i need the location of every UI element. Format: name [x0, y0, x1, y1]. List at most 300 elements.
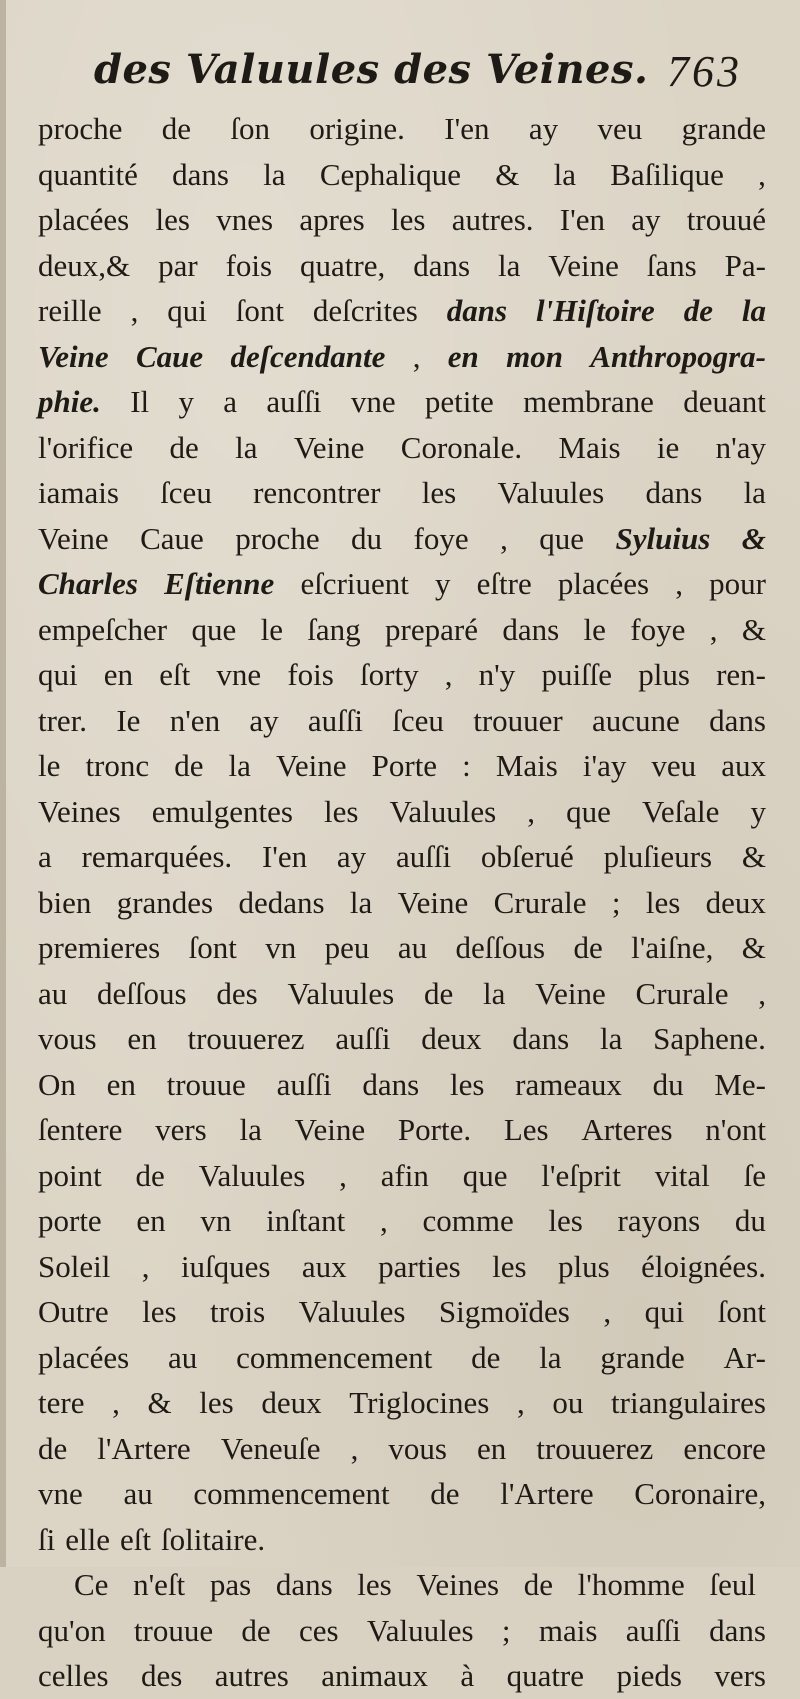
word: Veine	[293, 429, 365, 465]
word: rencontrer	[253, 475, 381, 510]
word: pieds	[616, 1658, 682, 1693]
word: i'ay	[582, 748, 627, 783]
word: n'ay	[715, 429, 766, 465]
word: éloignées.	[641, 1248, 766, 1284]
word: au	[168, 1339, 198, 1375]
word: tronc	[85, 748, 150, 783]
word: Ie	[116, 702, 141, 738]
word: comme	[422, 1203, 514, 1238]
word: auſſi	[335, 1021, 391, 1056]
italic-word: Veine	[38, 338, 109, 374]
word: iuſques	[180, 1248, 271, 1284]
word: ſang	[307, 611, 361, 647]
text-line	[38, 1289, 766, 1335]
word: la	[483, 975, 506, 1011]
word: ,	[516, 1385, 525, 1420]
word: Porte.	[397, 1112, 472, 1147]
word: vnes	[216, 202, 274, 237]
text-line	[38, 1107, 766, 1153]
word: dans	[709, 1612, 766, 1648]
word: trouuerez	[536, 1430, 654, 1466]
word: les	[548, 1203, 583, 1238]
word: tere	[38, 1385, 85, 1420]
word: dans	[645, 475, 703, 510]
word: ſon	[230, 111, 270, 146]
word: la	[239, 1112, 262, 1147]
word: de	[38, 1430, 68, 1466]
word: ,	[339, 1157, 347, 1193]
word: grandes	[116, 884, 214, 920]
word: Valuules	[287, 975, 395, 1011]
word: Coronale.	[400, 429, 523, 465]
word: l'aiſne,	[631, 930, 714, 965]
word: grande	[600, 1339, 685, 1375]
word: les	[421, 475, 457, 510]
word: dans	[413, 247, 471, 283]
word: ay	[528, 111, 559, 146]
word: dans	[275, 1567, 333, 1602]
word: n'ont	[705, 1112, 766, 1147]
word: de	[523, 1567, 553, 1602]
word: veu	[651, 748, 697, 783]
word: qu'on	[38, 1612, 106, 1648]
text-line	[38, 470, 766, 516]
word: Valuules	[389, 793, 497, 829]
word: quatre	[506, 1658, 585, 1693]
word: Veine	[548, 247, 619, 283]
word: pluſieurs	[603, 839, 713, 874]
word: aucune	[592, 702, 680, 738]
word: l'homme	[577, 1567, 685, 1602]
italic-word: Syluius	[615, 520, 711, 556]
word: Porte	[371, 748, 438, 783]
word: rameaux	[515, 1066, 622, 1102]
word: dans	[502, 611, 560, 647]
text-line	[38, 152, 766, 198]
word: la	[263, 156, 286, 192]
word: auſſi	[625, 1612, 681, 1648]
italic-word: en	[447, 338, 479, 374]
word: la	[349, 884, 373, 920]
word: vers	[714, 1658, 766, 1693]
word: le	[260, 611, 283, 647]
word: Veine	[397, 884, 469, 920]
word: point	[38, 1157, 102, 1193]
word: deux	[705, 884, 766, 920]
word: deux	[421, 1021, 482, 1056]
page-header	[94, 46, 742, 106]
word: du	[652, 1066, 684, 1102]
word: deſſous	[97, 975, 187, 1011]
word: deux	[261, 1385, 322, 1420]
text-line	[38, 1653, 766, 1699]
word: triangulaires	[611, 1385, 766, 1420]
word: vne	[216, 657, 262, 692]
italic-word: de	[683, 293, 713, 328]
word: ſorty	[360, 657, 419, 692]
word: veu	[597, 111, 643, 146]
word: les	[155, 202, 190, 237]
word: vous	[38, 1021, 97, 1056]
italic-word: Caue	[135, 338, 204, 374]
page-number: 763	[667, 47, 742, 96]
word: qui	[38, 657, 78, 692]
word: l'Artere	[97, 1430, 191, 1466]
italic-word: dans	[446, 293, 508, 328]
word: Arteres	[581, 1112, 673, 1147]
word: deuant	[683, 384, 766, 419]
word: ren-	[716, 657, 766, 692]
word: la	[599, 1021, 623, 1056]
word: des	[141, 1658, 183, 1693]
word: de	[471, 1339, 501, 1375]
word: placées	[38, 202, 130, 237]
word: quantité	[38, 156, 138, 192]
body-text	[38, 106, 766, 1699]
text-line	[38, 971, 766, 1017]
word: que	[539, 520, 585, 556]
italic-word: phie.	[38, 384, 101, 419]
word: ay	[336, 839, 367, 874]
word: auſſi	[395, 839, 452, 874]
word: dans	[172, 156, 229, 192]
word: ;	[611, 884, 621, 920]
word: Coronaire,	[634, 1476, 766, 1511]
word: le	[583, 611, 606, 647]
word: inſtant	[266, 1203, 346, 1238]
word: Pa-	[724, 247, 766, 283]
word: les	[449, 1066, 485, 1102]
text-line	[38, 880, 766, 926]
word: aux	[301, 1248, 347, 1284]
word: trer.	[38, 702, 88, 738]
word: Valuules	[366, 1612, 474, 1648]
word: vital	[654, 1157, 710, 1193]
word: Veneuſe	[220, 1430, 321, 1466]
word: vne	[350, 384, 396, 419]
word: dans	[709, 702, 766, 738]
word: proche	[38, 111, 123, 146]
word: Triglocines	[349, 1385, 490, 1420]
word: autres.	[451, 202, 534, 237]
word: la	[228, 748, 251, 783]
word: par	[158, 247, 198, 283]
word: ,	[130, 293, 139, 328]
word: ou	[552, 1385, 584, 1420]
text-line	[38, 1608, 766, 1654]
italic-word: Charles	[38, 566, 138, 601]
text-line	[38, 243, 766, 289]
word: a	[223, 384, 238, 419]
word: eſt	[159, 657, 191, 692]
text-line	[38, 1426, 766, 1472]
word: Saphene.	[653, 1021, 766, 1056]
text-line	[38, 607, 766, 653]
word: ſont	[235, 293, 284, 328]
word: trouuer	[473, 702, 563, 738]
word: foye	[413, 520, 469, 556]
word: autres	[214, 1658, 289, 1693]
word: de	[169, 429, 199, 465]
text-line	[38, 1335, 766, 1381]
word: de	[423, 975, 454, 1011]
word: trouuerez	[187, 1021, 305, 1056]
word: Veine	[38, 520, 109, 556]
word: au	[38, 975, 68, 1011]
word: vers	[155, 1112, 207, 1147]
word: des	[216, 975, 258, 1011]
text-line	[38, 1517, 766, 1563]
word: à	[460, 1658, 475, 1693]
word: eſtre	[476, 566, 532, 601]
word: eſcriuent	[300, 566, 409, 601]
word: qui	[644, 1294, 685, 1329]
text-line	[38, 698, 766, 744]
word: la	[553, 156, 576, 192]
text-line	[38, 789, 766, 835]
word: Veines	[416, 1567, 500, 1602]
word: Mais	[558, 429, 621, 465]
word: Mais	[495, 748, 558, 783]
word: auſſi	[266, 384, 322, 419]
word: l'orifice	[38, 429, 134, 465]
word: On	[38, 1066, 76, 1102]
word: ſolitaire.	[160, 1521, 266, 1557]
word: de	[573, 930, 603, 965]
text-line	[38, 1016, 766, 1062]
word: les	[357, 1567, 392, 1602]
word: ,	[603, 1294, 612, 1329]
word: fois	[225, 247, 273, 283]
text-line	[38, 425, 766, 471]
text-line	[38, 834, 766, 880]
word: vn	[265, 930, 297, 965]
text-line	[38, 288, 766, 334]
word: n'eſt	[133, 1567, 186, 1602]
italic-word: l'Hiſtoire	[535, 293, 655, 328]
word: petite	[424, 384, 494, 419]
word: deſſous	[455, 930, 546, 965]
word: trois	[210, 1294, 266, 1329]
word: :	[462, 748, 471, 783]
italic-word: la	[741, 293, 766, 328]
text-line	[38, 1244, 766, 1290]
word: elle	[65, 1521, 110, 1557]
word: ,	[412, 338, 421, 374]
word: n'y	[478, 657, 516, 692]
text-line	[38, 1562, 766, 1608]
word: deſcrites	[312, 293, 418, 328]
word: l'Artere	[500, 1476, 594, 1511]
word: &	[741, 839, 766, 874]
word: parties	[378, 1248, 461, 1284]
word: animaux	[321, 1658, 428, 1693]
word: Baſilique	[610, 156, 724, 192]
text-line	[38, 925, 766, 971]
word: de	[135, 1157, 165, 1193]
word: y	[750, 793, 766, 829]
word: en	[127, 1021, 157, 1056]
italic-word: mon	[506, 338, 563, 374]
word: les	[391, 202, 426, 237]
word: reille	[38, 293, 102, 328]
word: placées	[38, 1339, 130, 1375]
word: ,	[758, 156, 766, 192]
word: qui	[167, 293, 207, 328]
word: ay	[631, 202, 661, 237]
word: en	[103, 657, 134, 692]
text-line	[38, 1380, 766, 1426]
word: trouue	[133, 1612, 214, 1648]
text-line	[38, 1198, 766, 1244]
word: pour	[709, 566, 766, 601]
word: rayons	[617, 1203, 701, 1238]
word: ,	[112, 1385, 120, 1420]
word: ſceu	[160, 475, 212, 510]
italic-word: deſcendante	[230, 338, 386, 374]
word: ,	[380, 1203, 388, 1238]
word: les	[199, 1385, 234, 1420]
word: la	[235, 429, 258, 465]
word: I'en	[261, 839, 308, 874]
word: celles	[38, 1658, 109, 1693]
word: I'en	[444, 111, 490, 146]
word: peu	[324, 930, 370, 965]
word: que	[191, 611, 237, 647]
word: ,	[350, 1430, 359, 1466]
word: la	[743, 475, 766, 510]
word: puiſſe	[541, 657, 613, 692]
word: &	[741, 930, 766, 965]
word: plus	[558, 1248, 610, 1284]
word: que	[462, 1157, 508, 1193]
word: que	[566, 793, 611, 829]
word: &	[495, 156, 520, 192]
word: ,	[758, 975, 766, 1011]
word: I'en	[559, 202, 605, 237]
word: Valuules	[198, 1157, 306, 1193]
word: Veines	[38, 793, 121, 829]
word: Me-	[714, 1066, 766, 1102]
word: empeſcher	[38, 611, 168, 647]
word: Veſale	[641, 793, 720, 829]
word: Sigmoïdes	[438, 1294, 570, 1329]
word: vn	[200, 1203, 232, 1238]
word: la	[497, 247, 521, 283]
word: ſceu	[392, 702, 444, 738]
word: deux,&	[38, 247, 131, 283]
word: auſſi	[307, 702, 364, 738]
word: du	[351, 520, 383, 556]
word: ,	[527, 793, 536, 829]
word: ,	[444, 657, 453, 692]
text-line	[38, 1471, 766, 1517]
word: Cephalique	[319, 156, 461, 192]
word: eſt	[119, 1521, 151, 1557]
word: en	[476, 1430, 507, 1466]
word: les	[323, 793, 359, 829]
word: quatre,	[300, 247, 386, 283]
word: ſe	[743, 1157, 766, 1193]
word: Veine	[275, 748, 347, 783]
word: la	[539, 1339, 562, 1375]
word: afin	[380, 1157, 429, 1193]
word: encore	[683, 1430, 766, 1466]
word: n'en	[169, 702, 221, 738]
text-line	[38, 379, 766, 425]
word: ſans	[646, 247, 697, 283]
word: Ar-	[723, 1339, 766, 1375]
word: porte	[38, 1203, 102, 1238]
word: au	[397, 930, 428, 965]
word: grande	[681, 111, 766, 146]
word: ,	[141, 1248, 150, 1284]
word: Ce	[74, 1567, 109, 1602]
text-line	[38, 197, 766, 243]
word: premieres	[38, 930, 161, 965]
word: proche	[235, 520, 320, 556]
word: ay	[249, 702, 279, 738]
word: ,	[500, 520, 508, 556]
word: obſerué	[480, 839, 574, 874]
word: plus	[638, 657, 690, 692]
word: de	[174, 748, 204, 783]
text-line	[38, 1062, 766, 1108]
word: au	[123, 1476, 153, 1511]
word: de	[241, 1612, 271, 1648]
word: origine.	[309, 111, 405, 146]
word: Veine	[294, 1112, 366, 1147]
text-line	[38, 516, 766, 562]
text-line	[38, 743, 766, 789]
italic-word: &	[741, 520, 766, 556]
word: Valuules	[298, 1294, 406, 1329]
word: &	[147, 1385, 172, 1420]
word: ſi	[38, 1521, 56, 1557]
word: Valuules	[497, 475, 605, 510]
italic-word: Eſtienne	[164, 566, 275, 601]
text-line	[38, 561, 766, 607]
word: Les	[503, 1112, 549, 1147]
running-title: des Valuules des Veines.	[94, 46, 649, 93]
italic-word: Anthropogra-	[590, 338, 766, 374]
word: fois	[287, 657, 334, 692]
word: membrane	[523, 384, 654, 419]
word: Caue	[140, 520, 204, 556]
word: Il	[130, 384, 150, 419]
word: y	[178, 384, 194, 419]
word: ſont	[188, 930, 237, 965]
word: ie	[656, 429, 680, 465]
word: les	[492, 1248, 527, 1284]
word: commencement	[236, 1339, 433, 1375]
word: ,	[675, 566, 683, 601]
word: ces	[298, 1612, 339, 1648]
word: de	[430, 1476, 460, 1511]
word: trouue	[166, 1066, 246, 1102]
word: de	[161, 111, 191, 146]
word: le	[38, 748, 61, 783]
word: dans	[512, 1021, 570, 1056]
word: y	[435, 566, 451, 601]
word: foye	[630, 611, 686, 647]
word: commencement	[193, 1476, 390, 1511]
word: ;	[501, 1612, 511, 1648]
word: les	[645, 884, 681, 920]
word: vne	[38, 1476, 83, 1511]
word: bien	[38, 884, 92, 920]
word: dans	[362, 1066, 420, 1102]
